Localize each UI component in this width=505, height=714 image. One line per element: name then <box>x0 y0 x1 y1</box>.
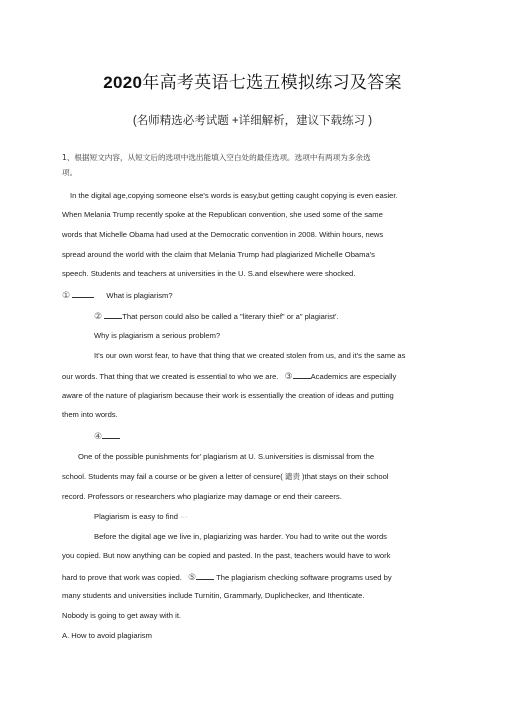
blank-1-number: ① <box>62 291 71 301</box>
heading-why-serious: Why is plagiarism a serious problem? <box>94 331 221 340</box>
blank-2-line <box>94 311 339 322</box>
paragraph-line: them into words. <box>62 410 118 419</box>
blank-5-line <box>62 572 392 583</box>
title-text: 年高考英语七选五模拟练习及答案 <box>142 73 402 92</box>
blank-3-number: ③ <box>284 372 293 382</box>
blank-5 <box>196 572 214 580</box>
paragraph-text: school. Students may fail a course or be given a letter of censure( <box>62 472 283 481</box>
paragraph-line: In the digital age,copying someone else's words is easy,but getting caught copying is even easier. <box>70 191 398 200</box>
blank-3 <box>293 371 311 379</box>
blank-4-line <box>94 431 120 442</box>
paragraph-text: our words. That thing that we created is essential to who we are. <box>62 372 279 381</box>
blank-2-text: That person could also be called a "literary thief" or a" plagiarist'. <box>122 312 339 321</box>
instruction-line-2: 项。 <box>62 168 78 177</box>
paragraph-line: spread around the world with the claim that Melania Trump had plagiarized Michelle Obama's <box>62 250 375 259</box>
paragraph-line: It's our own worst fear, to have that thing that we created stolen from us, and it's the same as <box>94 351 406 360</box>
censure-chinese-gloss: 谴责 <box>284 472 300 481</box>
blank-4 <box>102 431 120 439</box>
paragraph-text: The plagiarism checking software programs used by <box>216 573 392 582</box>
paragraph-line: Before the digital age we live in, plagiarizing was harder. You had to write out the words <box>94 532 387 541</box>
heading-text: Plagiarism is easy to find <box>94 512 178 521</box>
blank-2 <box>104 311 122 319</box>
blank-2-number: ② <box>94 312 103 322</box>
option-a: A. How to avoid plagiarism <box>62 631 152 640</box>
paragraph-line: you copied. But now anything can be copied and pasted. In the past, teachers would have to work <box>62 551 391 560</box>
blank-3-line <box>62 371 396 382</box>
page-title <box>0 68 505 93</box>
blank-5-number: ⑤ <box>188 573 197 583</box>
page-subtitle: (名师精选必考试题 +详细解析，建议下载练习 ) <box>132 115 373 127</box>
blank-1 <box>72 290 94 298</box>
blank-4-number: ④ <box>94 432 103 442</box>
paragraph-line: aware of the nature of plagiarism because their work is essentially the creation of ideas and putting <box>62 391 394 400</box>
heading-what-is-plagiarism: What is plagiarism? <box>106 291 173 300</box>
paragraph-line: speech. Students and teachers at universities in the U. S.and elsewhere were shocked. <box>62 269 356 278</box>
paragraph-line: One of the possible punishments for' plagiarism at U. S.universities is dismissal from the <box>78 452 375 461</box>
paragraph-line: When Melania Trump recently spoke at the Republican convention, she used some of the same <box>62 210 383 219</box>
paragraph-line: record. Professors or researchers who plagiarize may damage or end their careers. <box>62 492 342 501</box>
heading-easy-to-find <box>94 512 188 522</box>
paragraph-line <box>62 472 388 482</box>
heading-dots: ··· <box>180 512 188 521</box>
paragraph-text: Academics are especially <box>310 372 397 381</box>
title-year: 2020 <box>103 73 143 92</box>
paragraph-line: many students and universities include Turnitin, Grammarly, Duplichecker, and Ithenticate. <box>62 591 365 600</box>
paragraph-text: hard to prove that work was copied. <box>62 573 182 582</box>
paragraph-line: Nobody is going to get away with it. <box>62 611 182 620</box>
instruction-line-1: 1、根据短文内容，从短文后的选项中选出能填入空白处的最佳选项。选项中有两项为多余选 <box>62 153 371 162</box>
blank-1-line <box>62 290 173 301</box>
paragraph-line: words that Michelle Obama had used at the Democratic convention in 2008. Within hours, news <box>62 230 384 239</box>
paragraph-text: )that stays on their school <box>301 472 389 481</box>
